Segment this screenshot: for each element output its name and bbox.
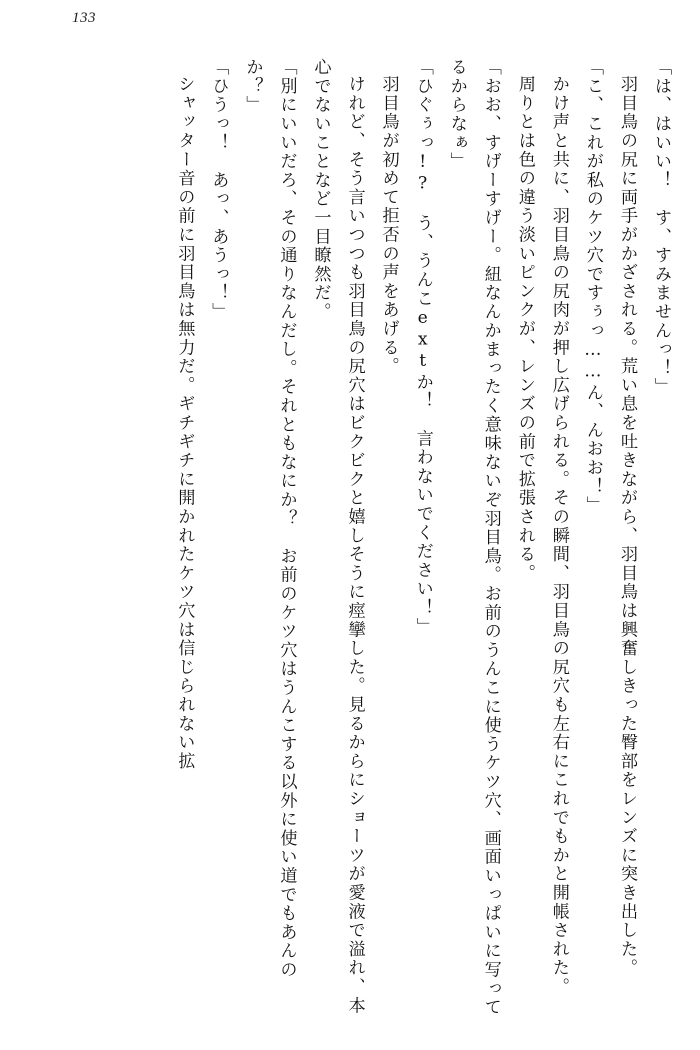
paragraph: 「別にいいだろ、その通りなんだし。それともなにか？ お前のケツ穴はうんこする以外に使い道でもあんのか？」 [242, 58, 297, 980]
page-number: 133 [72, 10, 96, 26]
paragraph: 周りとは色の違う淡いピンクが、レンズの前で拡張される。 [514, 75, 535, 583]
paragraph: 羽目鳥が初めて拒否の声をあげる。 [378, 75, 399, 376]
paragraph: 「は、はいい！ す、すみませんっ！」 [651, 58, 671, 397]
paragraph: シャッター音の前に羽目鳥は無力だ。ギチギチに開かれたケツ穴は信じられない拡 [174, 75, 195, 771]
paragraph: 「ひうっ！ あっ、あうっ！」 [208, 58, 229, 322]
body-text [34, 58, 678, 1018]
paragraph: 羽目鳥の尻に両手がかざされる。荒い息を吐きながら、羽目鳥は興奮しきった臀部をレンズに突き出した。 [616, 75, 637, 978]
paragraph: かけ声と共に、羽目鳥の尻肉が押し広げられる。その瞬間、羽目鳥の尻穴も左右にこれでもかと開帳された。 [548, 75, 569, 997]
paragraph: 「ひぐぅっ!? う、うんこextか！ 言わないでください！」 [412, 58, 433, 636]
paragraph: けれど、そう言いつつも羽目鳥の尻穴はビクビクと嬉しそうに痙攣した。見るからにショーツが愛液で溢れ、本心でないことなど一目瞭然だ。 [310, 58, 365, 1016]
paragraph: 「こ、これが私のケツ穴ですぅっ……ん、んおお！」 [582, 58, 603, 515]
paragraph: 「おお、すげーすげー。紐なんかまったく意味ないぞ羽目鳥。お前のうんこに使うケツ穴、画面いっぱいに写ってるからなぁ」 [446, 58, 501, 1017]
